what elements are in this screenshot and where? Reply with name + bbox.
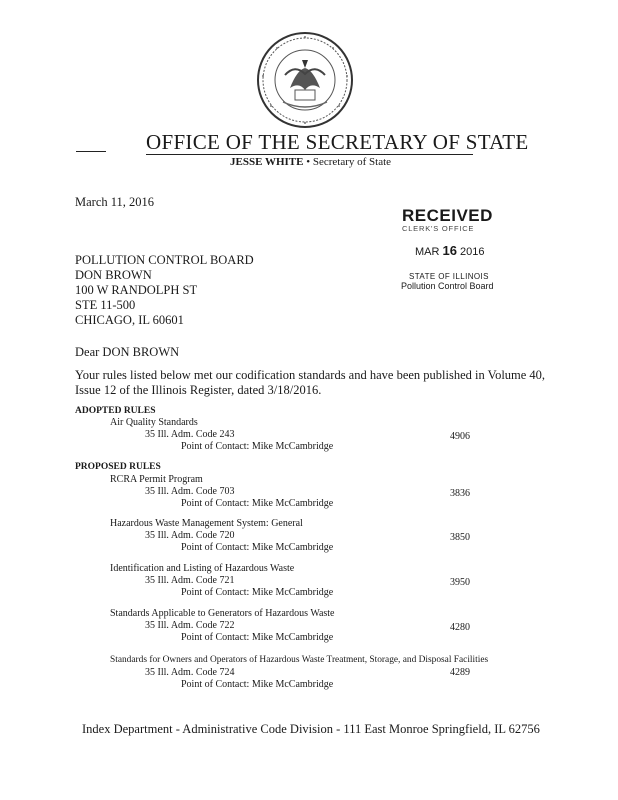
rule-code: 35 Ill. Adm. Code 721 <box>145 575 235 586</box>
stamp-state: STATE OF ILLINOIS <box>409 272 489 281</box>
rule-title: Standards Applicable to Generators of Hazardous Waste <box>110 608 335 619</box>
office-title-underline <box>146 154 473 155</box>
secretary-role: Secretary of State <box>312 156 392 168</box>
rule-title: Air Quality Standards <box>110 417 198 428</box>
letter-date: March 11, 2016 <box>75 195 155 209</box>
stamp-clerk-office: CLERK'S OFFICE <box>402 224 475 233</box>
letterhead-left-rule <box>76 151 106 152</box>
rule-contact: Point of Contact: Mike McCambridge <box>181 679 334 690</box>
secretary-name: JESSE WHITE <box>230 156 304 168</box>
rule-code: 35 Ill. Adm. Code 243 <box>145 429 235 440</box>
rule-page: 4280 <box>450 622 470 633</box>
stamp-year: 2016 <box>460 246 485 258</box>
secretary-separator: • <box>303 156 313 168</box>
recipient-street: 100 W RANDOLPH ST <box>75 283 198 297</box>
body-line-1: Your rules listed below met our codification standards and have been published in Volume 40, <box>75 368 546 382</box>
rule-contact: Point of Contact: Mike McCambridge <box>181 441 334 452</box>
rule-code: 35 Ill. Adm. Code 720 <box>145 530 235 541</box>
stamp-received: RECEIVED <box>402 206 493 225</box>
rule-page: 3850 <box>450 532 470 543</box>
proposed-heading: PROPOSED RULES <box>75 462 161 472</box>
rule-contact: Point of Contact: Mike McCambridge <box>181 632 334 643</box>
footer-address: Index Department - Administrative Code Division - 111 East Monroe Springfield, IL 62756 <box>82 722 540 736</box>
rule-page: 4906 <box>450 431 470 442</box>
body-line-2: Issue 12 of the Illinois Register, dated 3/18/2016. <box>75 383 322 397</box>
stamp-board: Pollution Control Board <box>401 281 494 291</box>
recipient-city: CHICAGO, IL 60601 <box>75 313 184 327</box>
rule-page: 4289 <box>450 667 470 678</box>
stamp-day: 16 <box>442 243 457 258</box>
state-seal-icon <box>255 30 355 130</box>
stamp-date <box>415 243 485 258</box>
rule-page: 3836 <box>450 488 470 499</box>
rule-contact: Point of Contact: Mike McCambridge <box>181 587 334 598</box>
recipient-name: DON BROWN <box>75 268 152 282</box>
recipient-suite: STE 11-500 <box>75 298 136 312</box>
rule-code: 35 Ill. Adm. Code 724 <box>145 667 235 678</box>
rule-title: RCRA Permit Program <box>110 474 203 485</box>
adopted-heading: ADOPTED RULES <box>75 406 156 416</box>
rule-code: 35 Ill. Adm. Code 722 <box>145 620 235 631</box>
office-title: OFFICE OF THE SECRETARY OF STATE <box>146 130 529 154</box>
secretary-line <box>230 156 391 168</box>
rule-title: Identification and Listing of Hazardous Waste <box>110 563 295 574</box>
rule-contact: Point of Contact: Mike McCambridge <box>181 542 334 553</box>
stamp-month: MAR <box>415 246 440 258</box>
rule-code: 35 Ill. Adm. Code 703 <box>145 486 235 497</box>
rule-contact: Point of Contact: Mike McCambridge <box>181 498 334 509</box>
rule-page: 3950 <box>450 577 470 588</box>
recipient-org: POLLUTION CONTROL BOARD <box>75 253 254 267</box>
rule-title: Standards for Owners and Operators of Hazardous Waste Treatment, Storage, and Disposal Facilities <box>110 655 489 665</box>
salutation: Dear DON BROWN <box>75 345 180 359</box>
rule-title: Hazardous Waste Management System: General <box>110 518 303 529</box>
